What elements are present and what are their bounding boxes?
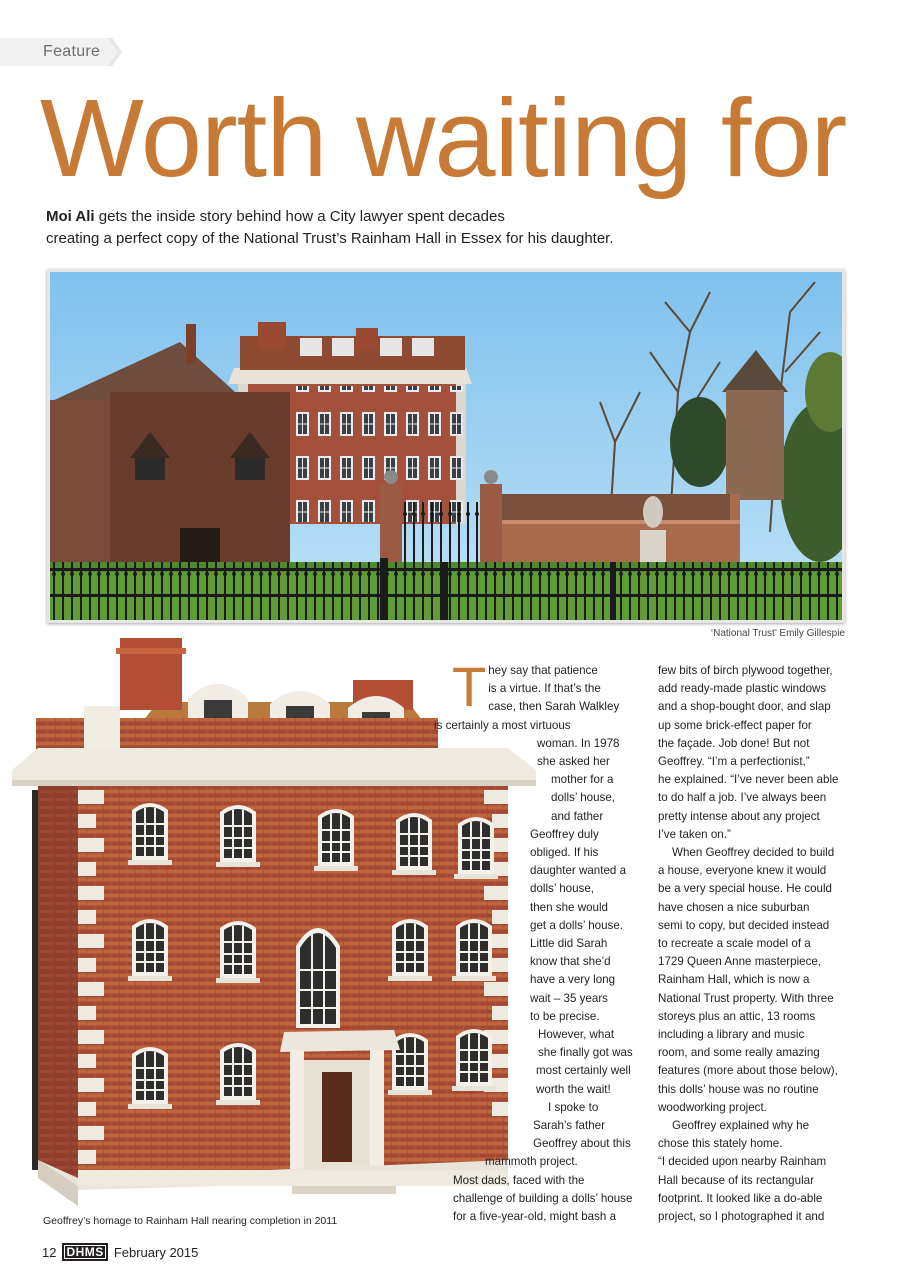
article-line: Geoffrey. “I’m a perfectionist,” <box>658 755 810 769</box>
article-line: to be precise. <box>530 1009 600 1023</box>
article-line: Geoffrey explained why he <box>672 1119 810 1133</box>
drop-cap: T <box>452 655 487 718</box>
article-line: know that she’d <box>530 955 611 969</box>
article-line: then she would <box>530 900 608 914</box>
page-number: 12 <box>42 1244 57 1260</box>
article-line: daughter wanted a <box>530 864 627 878</box>
article-line: semi to copy, but decided instead <box>658 918 830 932</box>
article-line: mother for a <box>551 773 614 787</box>
magazine-logo: DHMS <box>62 1243 107 1261</box>
article-line: Geoffrey duly <box>530 827 599 841</box>
article-line: dolls’ house, <box>551 791 616 805</box>
article-line: be a very special house. He could <box>658 882 833 896</box>
article-line: obliged. If his <box>530 846 599 860</box>
article-line: I’ve taken on.” <box>658 827 731 841</box>
standfirst-line-2: creating a perfect copy of the National Trust’s Rainham Hall in Essex for his daughter. <box>46 230 614 247</box>
article-line: Little did Sarah <box>530 937 608 951</box>
article-line: Hall because of its rectangular <box>658 1173 814 1187</box>
article-line: few bits of birch plywood together, <box>658 664 833 677</box>
article-line: Geoffrey about this <box>533 1137 631 1151</box>
article-line: worth the wait! <box>536 1082 611 1096</box>
article-line: get a dolls’ house. <box>530 918 624 932</box>
article-line: pretty intense about any project <box>658 809 820 823</box>
standfirst-line-1: gets the inside story behind how a City lawyer spent decades <box>94 208 505 225</box>
article-line: and a shop-bought door, and slap <box>658 700 831 714</box>
article-line: this dolls’ house was no routine <box>658 1082 819 1096</box>
headline: Worth waiting for <box>40 77 847 200</box>
article-column-3 <box>658 662 854 1226</box>
article-line: a house, everyone knew it would <box>658 864 827 878</box>
article-line: he explained. “I’ve never been able <box>658 773 839 787</box>
article-line: to recreate a scale model of a <box>658 937 811 951</box>
article-line: case, then Sarah Walkley <box>488 700 620 714</box>
article-line: When Geoffrey decided to build <box>672 846 835 860</box>
article-line: National Trust property. With three <box>658 991 834 1005</box>
article-line: have a very long <box>530 973 616 987</box>
article-line: to do half a job. I’ve always been <box>658 791 827 805</box>
section-tab <box>0 38 122 66</box>
article-line: room, and some really amazing <box>658 1046 820 1060</box>
author-name: Moi Ali <box>46 208 95 225</box>
article-line: project, so I photographed it and <box>658 1210 825 1224</box>
article-line: “I decided upon nearby Rainham <box>658 1155 827 1169</box>
article-line: wait – 35 years <box>530 991 608 1005</box>
article-line: I spoke to <box>548 1100 599 1114</box>
article-line: is a virtue. If that’s the <box>488 682 601 696</box>
standfirst <box>46 206 866 250</box>
issue-date: February 2015 <box>113 1244 199 1260</box>
article-line: add ready-made plastic windows <box>658 682 827 696</box>
article-line: she finally got was <box>538 1046 633 1060</box>
section-label: Feature <box>43 43 101 60</box>
article-line: challenge of building a dolls’ house <box>453 1191 633 1205</box>
article-line: footprint. It looked like a do-able <box>658 1191 823 1205</box>
article-line: features (more about those below), <box>658 1064 838 1078</box>
article-line: most certainly well <box>536 1064 631 1078</box>
article-line: dolls’ house, <box>530 882 595 896</box>
article-column-2 <box>434 655 648 1226</box>
article-line: hey say that patience <box>488 664 598 677</box>
article-line: have chosen a nice suburban <box>658 900 810 914</box>
article-line: she asked her <box>537 755 610 769</box>
article-line: is certainly a most virtuous <box>434 718 571 732</box>
photo-credit: ‘National Trust’ Emily Gillespie <box>710 628 845 639</box>
page-footer <box>42 1243 198 1261</box>
article-line: and father <box>551 809 604 823</box>
article-line: 1729 Queen Anne masterpiece, <box>658 955 822 969</box>
article-line: storeys plus an attic, 13 rooms <box>658 1009 816 1023</box>
article-line: woodworking project. <box>658 1100 767 1114</box>
article-line: Most dads, faced with the <box>453 1173 585 1187</box>
article-line: up some brick-effect paper for <box>658 718 812 732</box>
article-line: Rainham Hall, which is now a <box>658 973 810 987</box>
article-line: However, what <box>538 1028 615 1042</box>
article-line: woman. In 1978 <box>537 736 620 750</box>
article-line: Sarah’s father <box>533 1119 605 1133</box>
article-line: mammoth project. <box>485 1155 578 1169</box>
dolls-house-caption: Geoffrey’s homage to Rainham Hall nearing completion in 2011 <box>43 1215 338 1227</box>
rainham-hall-photo <box>47 269 845 623</box>
article-line: for a five-year-old, might bash a <box>453 1210 617 1224</box>
article-line: including a library and music <box>658 1028 805 1042</box>
article-line: the façade. Job done! But not <box>658 736 810 750</box>
article-line: chose this stately home. <box>658 1137 783 1151</box>
